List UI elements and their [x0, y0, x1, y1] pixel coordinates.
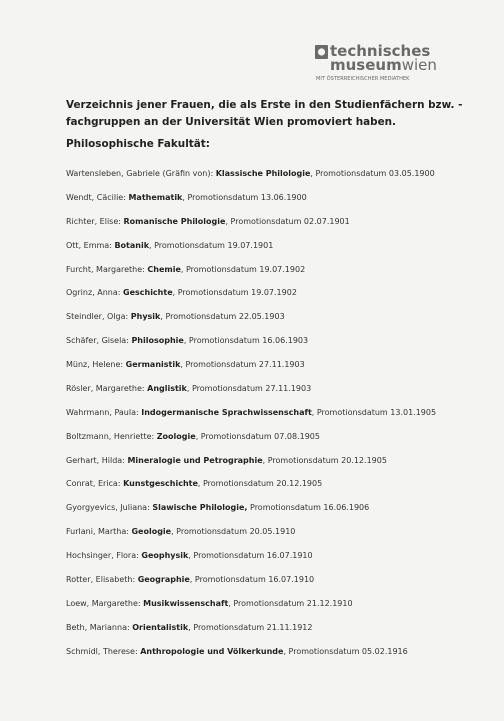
- entry-name: Rösler, Margarethe:: [66, 383, 148, 393]
- entry-date: , Promotionsdatum 27.11.1903: [180, 360, 305, 369]
- entry-name: Loew, Margarethe:: [66, 598, 144, 608]
- entry-name: Wendt, Cäcilie:: [66, 192, 129, 202]
- entry-subject: Mineralogie und Petrographie: [127, 455, 263, 465]
- entry-subject: Physik: [130, 312, 161, 322]
- entry-date: , Promotionsdatum 16.07.1910: [189, 574, 315, 584]
- entry-date: , Promotionsdatum 16.06.1903: [183, 336, 309, 346]
- list-item: [66, 550, 486, 574]
- logo-line2-bold: museum: [330, 56, 402, 74]
- entry-subject: Geographie: [137, 574, 190, 584]
- list-item: [66, 574, 486, 598]
- entry-date: , Promotionsdatum 13.01.1905: [311, 407, 437, 417]
- entry-name: Schmidl, Therese:: [66, 646, 141, 656]
- list-item: [66, 646, 486, 670]
- entry-date: , Promotionsdatum 21.11.1912: [188, 622, 313, 632]
- entry-date: , Promotionsdatum 27.11.1903: [186, 383, 312, 393]
- entry-subject: Anglistik: [147, 383, 187, 393]
- list-item: [66, 216, 486, 240]
- entry-date: , Promotionsdatum 05.02.1916: [283, 646, 408, 656]
- entry-date: , Promotionsdatum 16.07.1910: [188, 551, 313, 560]
- entry-subject: Germanistik: [125, 360, 181, 369]
- entry-name: Conrat, Erica:: [66, 479, 124, 489]
- logo-line2-light: wien: [401, 56, 437, 74]
- list-item: [66, 526, 486, 550]
- entry-subject: Chemie: [147, 264, 181, 274]
- entry-date: Promotionsdatum 16.06.1906: [247, 503, 370, 513]
- list-item: [66, 168, 486, 192]
- entry-subject: Orientalistik: [132, 622, 189, 632]
- entry-date: , Promotionsdatum 13.06.1900: [182, 192, 307, 202]
- entry-subject: Geologie: [131, 527, 172, 537]
- entry-subject: Anthropologie und Völkerkunde: [140, 646, 284, 656]
- entry-date: , Promotionsdatum 19.07.1902: [172, 288, 297, 298]
- museum-logo: [315, 36, 445, 82]
- logo-tagline: MIT ÖSTERREICHISCHER MEDIATHEK: [316, 76, 410, 82]
- entry-name: Münz, Helene:: [66, 360, 126, 369]
- entry-name: Richter, Elise:: [66, 216, 124, 226]
- entry-name: Ott, Emma:: [66, 240, 115, 250]
- entry-subject: Botanik: [114, 240, 150, 250]
- list-item: [66, 502, 486, 526]
- entry-date: , Promotionsdatum 20.12.1905: [262, 455, 387, 465]
- list-item: [66, 192, 486, 216]
- logo-circle-icon: [318, 48, 325, 55]
- entry-subject: Indogermanische Sprachwissenschaft: [141, 407, 312, 417]
- entry-name: Gerhart, Hilda:: [66, 455, 128, 465]
- entry-date: , Promotionsdatum 20.05.1910: [171, 527, 296, 537]
- entry-subject: Geophysik: [141, 551, 189, 560]
- list-item: [66, 311, 486, 335]
- entry-subject: Musikwissenschaft: [143, 598, 229, 608]
- entry-name: Wahrmann, Paula:: [66, 407, 142, 417]
- entry-date: , Promotionsdatum 02.07.1901: [225, 216, 350, 226]
- entry-name: Rotter, Elisabeth:: [66, 574, 138, 584]
- entry-date: , Promotionsdatum 03.05.1900: [310, 169, 435, 178]
- document-heading: Verzeichnis jener Frauen, die als Erste in den Studienfächern bzw. - fachgruppen an der Universität Wien promoviert haben.: [66, 99, 463, 128]
- list-item: [66, 455, 486, 479]
- entry-date: , Promotionsdatum 19.07.1902: [180, 264, 306, 274]
- entry-date: , Promotionsdatum 21.12.1910: [228, 598, 353, 608]
- list-item: [66, 264, 486, 288]
- entry-subject: Romanische Philologie: [123, 216, 226, 226]
- list-item: [66, 431, 486, 455]
- entry-name: Gyorgyevics, Juliana:: [66, 503, 153, 513]
- entry-name: Schäfer, Gisela:: [66, 336, 132, 346]
- list-item: [66, 622, 486, 646]
- entry-date: , Promotionsdatum 19.07.1901: [149, 240, 274, 250]
- logo-line1: technisches: [330, 42, 431, 60]
- list-item: [66, 598, 486, 622]
- entry-date: , Promotionsdatum 20.12.1905: [197, 479, 323, 489]
- entry-name: Wartensleben, Gabriele (Gräfin von):: [66, 169, 216, 178]
- entry-date: , Promotionsdatum 22.05.1903: [160, 312, 285, 322]
- entry-subject: Slawische Philologie,: [152, 503, 248, 513]
- entry-subject: Philosophie: [131, 336, 184, 346]
- list-item: [66, 359, 486, 383]
- entry-date: , Promotionsdatum 07.08.1905: [195, 431, 320, 441]
- entry-name: Ogrinz, Anna:: [66, 288, 123, 298]
- entry-name: Furcht, Margarethe:: [66, 264, 148, 274]
- entry-subject: Klassische Philologie: [215, 169, 311, 178]
- entry-name: Boltzmann, Henriette:: [66, 431, 157, 441]
- entry-name: Hochsinger, Flora:: [66, 551, 142, 560]
- list-item: [66, 383, 486, 407]
- section-title: Philosophische Fakultät:: [66, 138, 210, 150]
- entry-name: Steindler, Olga:: [66, 312, 131, 322]
- list-item: [66, 335, 486, 359]
- entry-subject: Kunstgeschichte: [123, 479, 198, 489]
- logo-line2: [330, 56, 437, 74]
- entry-name: Beth, Marianna:: [66, 622, 133, 632]
- entry-subject: Geschichte: [123, 288, 173, 298]
- list-item: [66, 478, 486, 502]
- entry-list: [66, 168, 486, 669]
- entry-subject: Mathematik: [128, 192, 183, 202]
- list-item: [66, 240, 486, 264]
- entry-name: Furlani, Martha:: [66, 527, 132, 537]
- list-item: [66, 287, 486, 311]
- entry-subject: Zoologie: [156, 431, 196, 441]
- list-item: [66, 407, 486, 431]
- logo-graphic: [315, 36, 445, 82]
